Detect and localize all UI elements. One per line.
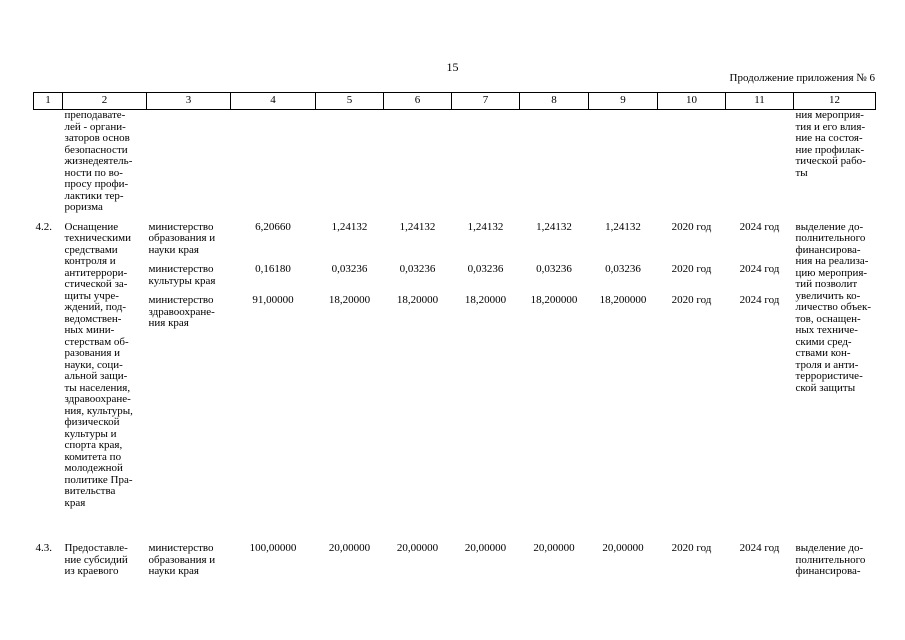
page-number: 15 (446, 60, 459, 74)
table-row-4-2-culture (34, 256, 876, 287)
amount-year-3: 1,24132 (467, 220, 504, 233)
amount-year-5: 20,00000 (602, 542, 644, 554)
amount-year-4: 1,24132 (536, 220, 572, 233)
executor: министерство образования и науки края (148, 542, 216, 577)
table-header (34, 93, 876, 110)
measure-name: преподавате- лей - органи- заторов основ безопасности жизнедеятель- ности по во- просу профи- лактики тер- роризма (64, 109, 133, 213)
header-cell-1: 1 (34, 93, 63, 110)
amount-year-2: 20,00000 (396, 542, 439, 554)
start-year: 2020 год (671, 294, 712, 306)
measure-name: Предоставле- ние субсидий из краевого (64, 542, 128, 577)
amount-year-4: 0,03236 (536, 263, 572, 275)
header-cell-10: 10 (658, 93, 726, 110)
row-number: 4.3. (35, 542, 52, 554)
executor: министерство образования и науки края (148, 220, 216, 256)
table-row-continuation (34, 110, 876, 214)
expected-result: выделение до- полнительного финансирова- (795, 542, 866, 577)
amount-year-4: 20,00000 (533, 542, 575, 554)
header-cell-6: 6 (384, 93, 452, 110)
amount-year-3: 18,20000 (464, 294, 507, 306)
header-cell-3: 3 (147, 93, 231, 110)
amount-year-3: 20,00000 (464, 542, 507, 554)
header-cell-11: 11 (726, 93, 794, 110)
header-cell-4: 4 (231, 93, 316, 110)
executor: министерство культуры края (148, 263, 216, 287)
end-year: 2024 год (739, 263, 780, 275)
amount-year-1: 20,00000 (328, 542, 371, 554)
amount-year-2: 1,24132 (399, 220, 436, 233)
total-amount: 91,00000 (252, 294, 294, 306)
amount-year-2: 0,03236 (399, 263, 436, 275)
header-cell-7: 7 (452, 93, 520, 110)
program-table (33, 92, 876, 578)
amount-year-1: 1,24132 (331, 220, 368, 233)
expected-result: выделение до- полнительного финансирова- ния на реализа- цию мероприя- тий позволит увеличить ко- личество объек- тов, оснащен- ных техниче- скими сред- ствами кон- троля и анти- террористиче- ской защиты (795, 220, 872, 394)
amount-year-5: 1,24132 (605, 220, 641, 233)
table-row-4-2-education (34, 222, 876, 257)
table-row-4-3 (34, 543, 876, 578)
amount-year-4: 18,200000 (530, 294, 578, 306)
table-row-4-2-health (34, 287, 876, 535)
header-cell-8: 8 (520, 93, 589, 110)
amount-year-5: 18,200000 (599, 294, 647, 306)
amount-year-1: 0,03236 (331, 263, 368, 275)
executor: министерство здравоохране- ния края (148, 294, 215, 329)
amount-year-2: 18,20000 (396, 294, 439, 306)
header-cell-9: 9 (589, 93, 658, 110)
header-cell-5: 5 (316, 93, 384, 110)
start-year: 2020 год (671, 263, 712, 275)
total-amount: 100,00000 (249, 542, 297, 554)
continuation-caption: Продолжение приложения № 6 (729, 72, 875, 84)
amount-year-1: 18,20000 (328, 294, 371, 306)
amount-year-3: 0,03236 (467, 263, 504, 275)
end-year: 2024 год (739, 294, 780, 306)
total-amount: 0,16180 (255, 263, 291, 275)
row-number: 4.2. (35, 220, 52, 233)
header-cell-12: 12 (794, 93, 876, 110)
start-year: 2020 год (671, 542, 712, 554)
total-amount: 6,20660 (255, 220, 291, 233)
expected-result: ния мероприя- тия и его влия- ние на состоя- ние профилак- тической рабо- ты (795, 109, 866, 179)
header-cell-2: 2 (63, 93, 147, 110)
end-year: 2024 год (739, 542, 780, 554)
start-year: 2020 год (671, 220, 712, 233)
amount-year-5: 0,03236 (605, 263, 641, 275)
measure-name: Оснащение техническими средствами контроля и антитеррори- стической за- щиты учре- ждений, под- ведомствен- ных мини- стерствам об- разования и науки, соци- альной защи- ты населения, здравоохране- ния, культуры, физической культуры и спорта края, комитета по молодежной политике Пра- вительства края (64, 220, 133, 509)
end-year: 2024 год (739, 220, 780, 233)
